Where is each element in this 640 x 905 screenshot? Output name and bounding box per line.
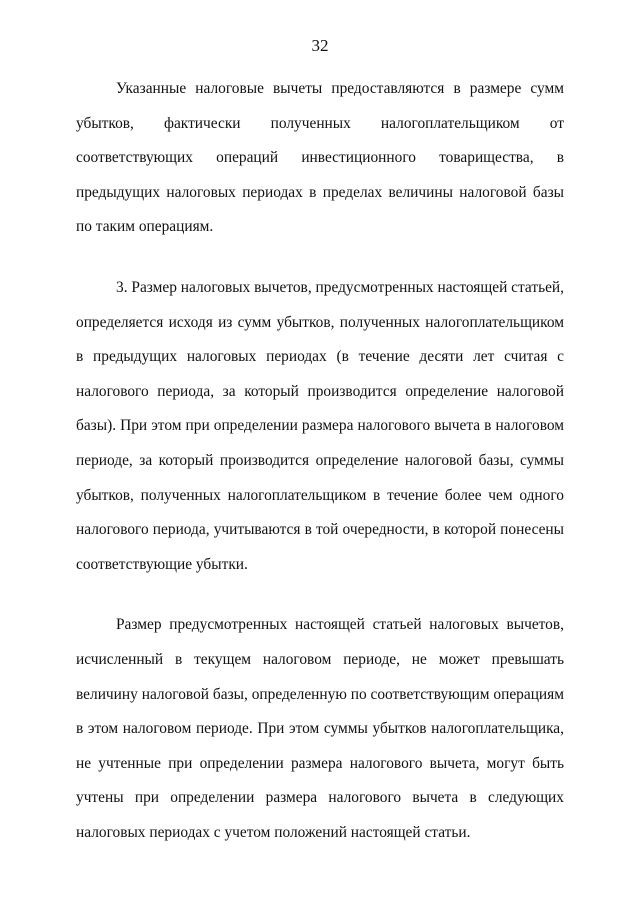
paragraph-deduction-limit: Размер предусмотренных настоящей статьей налоговых вычетов, исчисленный в текущем налоговом периоде, не может превышать величину налоговой базы, определенную по соответствующим операциям в этом налоговом периоде. При этом суммы убытков налогоплательщика, не учтенные при определении размера налогового вычета, могут быть учтены при определении размера налогового вычета в следующих налоговых периодах с учетом положений настоящей статьи.	[76, 616, 564, 841]
document-body	[76, 72, 564, 850]
paragraph-tax-deductions-amount: Указанные налоговые вычеты предоставляются в размере сумм убытков, фактически полученных налогоплательщиком от соответствующих операций инвестиционного товарищества, в предыдущих налоговых периодах в пределах величины налоговой базы по таким операциям.	[76, 80, 564, 236]
page-number: 32	[311, 36, 329, 55]
paragraph-item-3-deduction-size: 3. Размер налоговых вычетов, предусмотренных настоящей статьей, определяется исходя из сумм убытков, полученных налогоплательщиком в предыдущих налоговых периодах (в течение десяти лет считая с налогового периода, за который производится определение налоговой базы). При этом при определении размера налогового вычета в налоговом периоде, за который производится определение налоговой базы, суммы убытков, полученных налогоплательщиком в течение более чем одного налогового периода, учитываются в той очередности, в которой понесены соответствующие убытки.	[76, 278, 564, 573]
